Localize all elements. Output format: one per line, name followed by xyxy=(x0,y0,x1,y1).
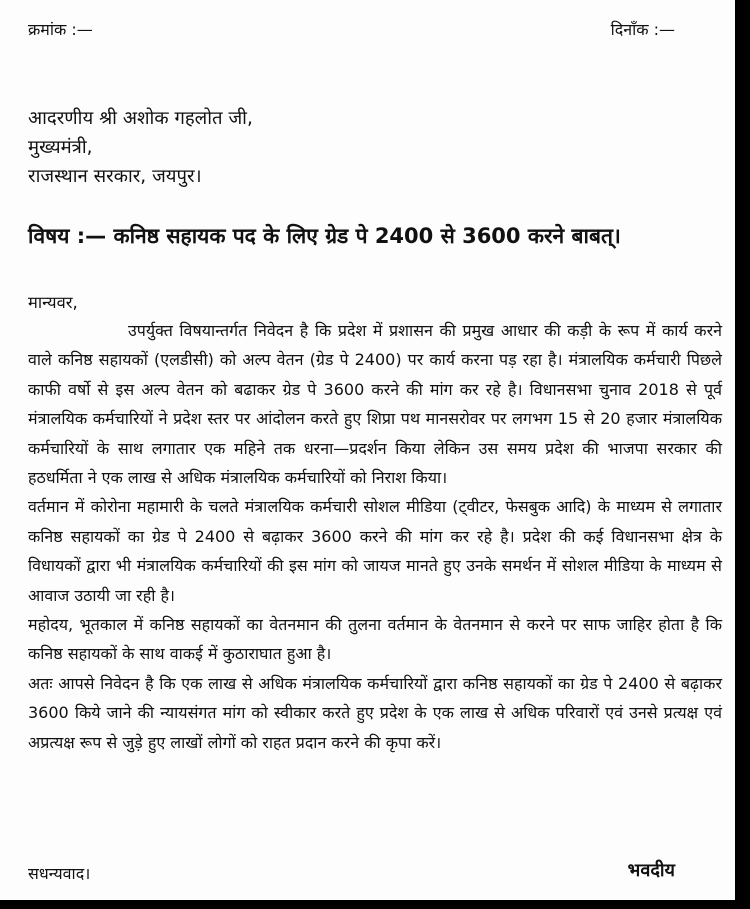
body-paragraph-3: महोदय, भूतकाल में कनिष्ठ सहायकों का वेतनमान की तुलना वर्तमान के वेतनमान से करने पर साफ जाहिर होता है कि कनिष्ठ सहायकों के साथ वाकई में कुठाराघात हुआ है। xyxy=(28,615,722,664)
salutation: मान्यवर, xyxy=(28,293,78,312)
letter-footer xyxy=(28,862,675,884)
recipient-address xyxy=(28,104,253,191)
body-paragraph-2: वर्तमान में कोरोना महामारी के चलते मंत्रालयिक कर्मचारी सोशल मीडिया (ट्वीटर, फेसबुक आदि) के माध्यम से लगातार कनिष्ठ सहायकों का ग्रेड पे 2400 से बढ़ाकर 3600 करने की मांग कर रहे है। प्रदेश की कई विधानसभा क्षेत्र के विधायकों द्वारा भी मंत्रालयिक कर्मचारियों की इस मांग को जायज मानते हुए उनके समर्थन में सोशल मीडिया के माध्यम से आवाज उठायी जा रही है। xyxy=(28,497,722,605)
thanks-text: सधन्यवाद। xyxy=(28,864,91,883)
recipient-designation: मुख्यमंत्री, xyxy=(28,137,93,158)
recipient-office: राजस्थान सरकार, जयपुर। xyxy=(28,166,202,187)
date-label: दिनाँक :— xyxy=(610,20,675,39)
body-paragraph-4: अतः आपसे निवेदन है कि एक लाख से अधिक मंत्रालयिक कर्मचारियों द्वारा कनिष्ठ सहायकों का ग्रेड पे 2400 से बढ़ाकर 3600 किये जाने की न्यायसंगत मांग को स्वीकार करते हुए प्रदेश के एक लाख से अधिक परिवारों एवं उनसे प्रत्यक्ष एवं अप्रत्यक्ष रूप से जुड़े हुए लाखों लोगों को राहत प्रदान करने की कृपा करें। xyxy=(28,673,722,752)
closing-text: भवदीय xyxy=(627,860,675,881)
recipient-name: आदरणीय श्री अशोक गहलोत जी, xyxy=(28,108,253,129)
reference-number-label: क्रमांक :— xyxy=(28,20,93,39)
letter-body xyxy=(28,316,722,757)
letter-header xyxy=(28,18,675,40)
letter-subject: विषय :— कनिष्ठ सहायक पद के लिए ग्रेड पे 2400 से 3600 करने बाबत्। xyxy=(28,224,621,248)
body-paragraph-1: उपर्युक्त विषयान्तर्गत निवेदन है कि प्रदेश में प्रशासन की प्रमुख आधार की कड़ी के रूप में कार्य करने वाले कनिष्ठ सहायकों (एलडीसी) को अल्प वेतन (ग्रेड पे 2400) पर कार्य करना पड़ रहा है। मंत्रालयिक कर्मचारी पिछले काफी वर्षो से इस अल्प वेतन को बढाकर ग्रेड पे 3600 करने की मांग कर रहे है। विधानसभा चुनाव 2018 से पूर्व मंत्रालयिक कर्मचारियों ने प्रदेश स्तर पर आंदोलन करते हुए शिप्रा पथ मानसरोवर पर लगभग 15 से 20 हजार मंत्रालयिक कर्मचारियों के साथ लगातार एक महिने तक धरना—प्रदर्शन किया लेकिन उस समय प्रदेश की भाजपा सरकार की हठधर्मिता ने एक लाख से अधिक मंत्रालयिक कर्मचारियों को निराश किया। xyxy=(28,321,722,488)
